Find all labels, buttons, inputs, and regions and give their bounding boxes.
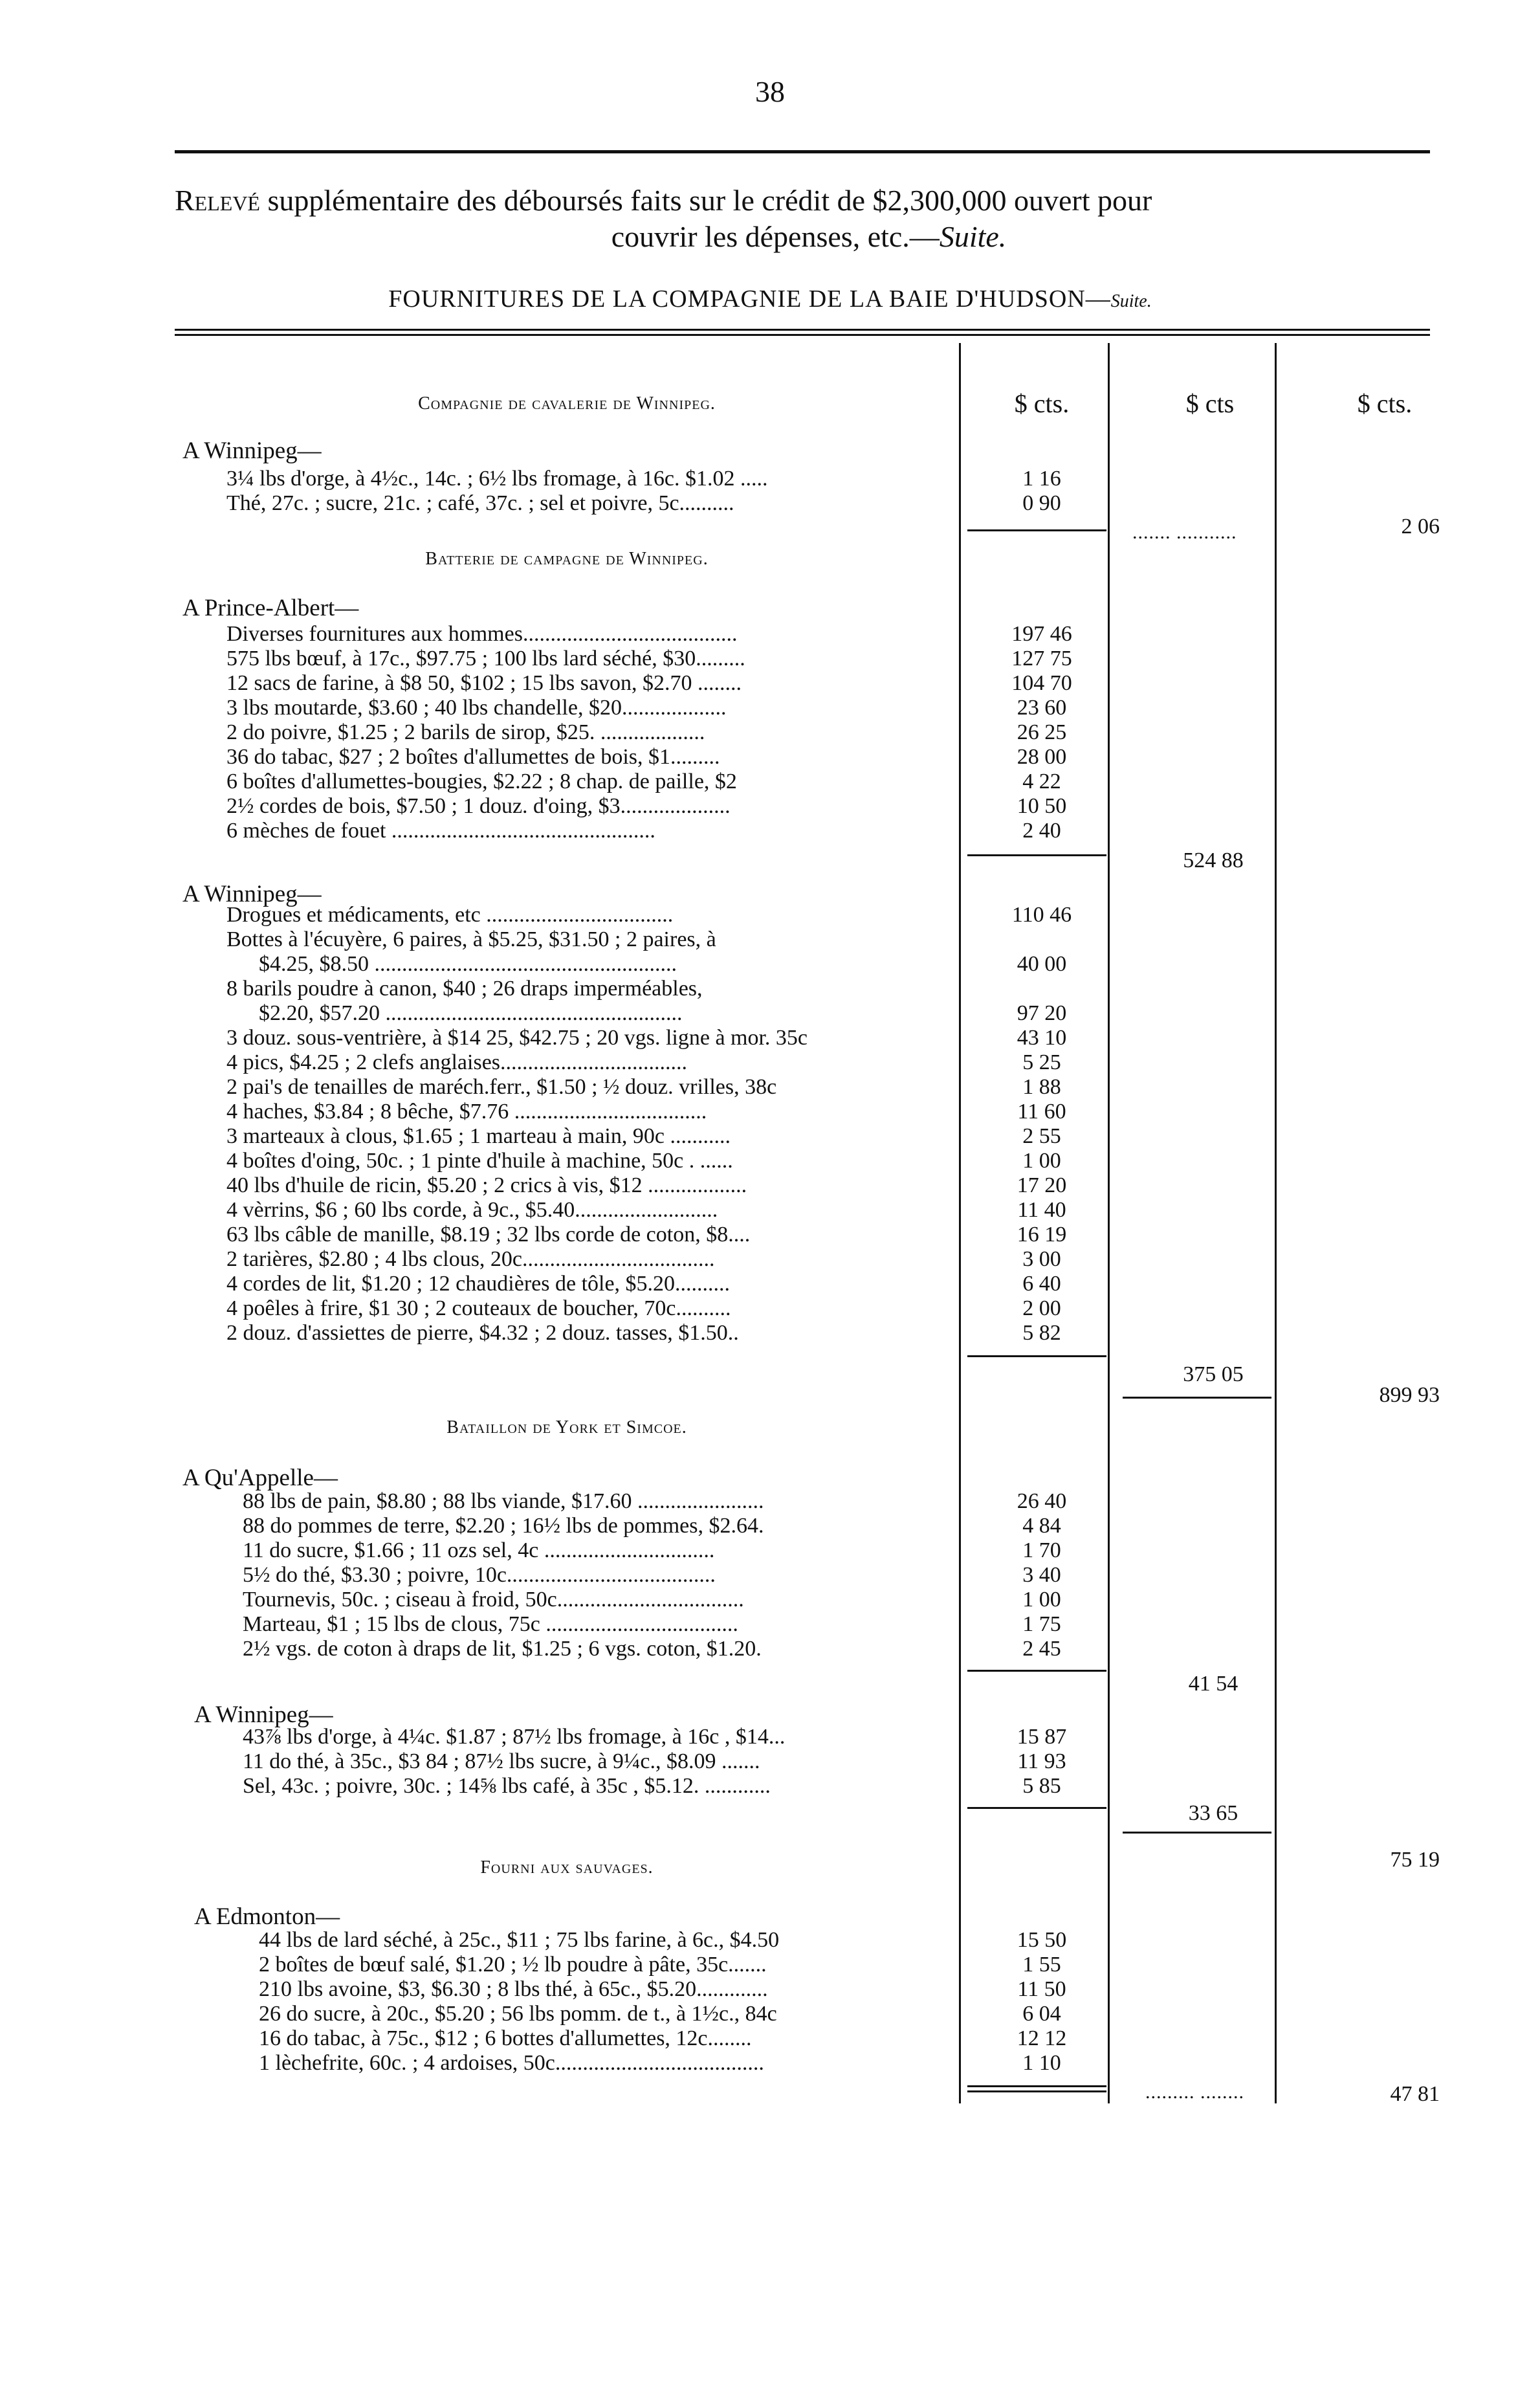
line-item: 44 lbs de lard séché, à 25c., $11 ; 75 lbs farine, à 6c., $4.50	[259, 1929, 780, 1952]
subtotal-amount: 41 54	[1188, 1672, 1238, 1696]
line-amount: 1 10	[1022, 2051, 1061, 2075]
line-amount: 2 40	[1022, 819, 1061, 843]
sum-rule	[967, 1670, 1106, 1672]
line-amount: 3 00	[1022, 1247, 1061, 1271]
line-amount: 4 22	[1022, 770, 1061, 793]
line-amount: 23 60	[1017, 696, 1067, 720]
line-item: 16 do tabac, à 75c., $12 ; 6 bottes d'allumettes, 12c........	[259, 2027, 752, 2050]
title-text: supplémentaire des déboursés faits sur le crédit de $2,300,000 ouvert pour	[267, 184, 1152, 217]
line-item: 11 do sucre, $1.66 ; 11 ozs sel, 4c ...............................	[243, 1539, 715, 1562]
dot-leader: ....... ...........	[1132, 522, 1237, 543]
subtotal-amount: 524 88	[1183, 848, 1244, 872]
line-item: 4 pics, $4.25 ; 2 clefs anglaises..................................	[226, 1051, 688, 1074]
line-amount: 1 75	[1022, 1612, 1061, 1636]
line-amount: 2 00	[1022, 1296, 1061, 1320]
line-amount: 1 70	[1022, 1538, 1061, 1562]
total-amount: 2 06	[1401, 515, 1440, 538]
line-item: 2 boîtes de bœuf salé, $1.20 ; ½ lb poudre à pâte, 35c.......	[259, 1953, 767, 1977]
line-item: 5½ do thé, $3.30 ; poivre, 10c......................................	[243, 1564, 716, 1587]
line-amount: 11 40	[1017, 1198, 1066, 1222]
sum-rule	[967, 1807, 1106, 1809]
sum-rule	[967, 2090, 1106, 2092]
line-item: Sel, 43c. ; poivre, 30c. ; 14⅝ lbs café, à 35c , $5.12. ............	[243, 1775, 771, 1798]
line-amount: 1 16	[1022, 467, 1061, 491]
line-item: 6 mèches de fouet ................................................	[226, 819, 655, 843]
line-item: 2 douz. d'assiettes de pierre, $4.32 ; 2 douz. tasses, $1.50..	[226, 1322, 739, 1345]
line-item: 2½ vgs. de coton à draps de lit, $1.25 ; 6 vgs. coton, $1.20.	[243, 1637, 762, 1661]
line-amount: 40 00	[1017, 952, 1067, 976]
line-item: $2.20, $57.20 ......................................................	[259, 1002, 683, 1025]
line-item: Tournevis, 50c. ; ciseau à froid, 50c..................................	[243, 1588, 744, 1612]
line-item: 2 pai's de tenailles de maréch.ferr., $1.50 ; ½ douz. vrilles, 38c	[226, 1076, 777, 1099]
line-item: 1 lèchefrite, 60c. ; 4 ardoises, 50c......................................	[259, 2052, 764, 2075]
line-amount: 1 55	[1022, 1953, 1061, 1977]
dot-leader: ......... ........	[1145, 2081, 1244, 2103]
line-amount: 6 04	[1022, 2002, 1061, 2026]
title-lead: Relevé	[175, 184, 260, 217]
line-amount: 26 25	[1017, 720, 1067, 744]
page-number: 38	[755, 75, 785, 108]
page-title	[175, 183, 1443, 255]
line-amount: 15 50	[1017, 1928, 1067, 1952]
line-amount: 12 12	[1017, 2026, 1067, 2050]
line-item: 6 boîtes d'allumettes-bougies, $2.22 ; 8 chap. de paille, $2	[226, 770, 737, 793]
title-suite: Suite.	[939, 220, 1007, 253]
location-label: A Winnipeg—	[182, 881, 322, 907]
total-amount: 899 93	[1379, 1383, 1440, 1407]
section-heading: Compagnie de cavalerie de Winnipeg.	[418, 393, 716, 414]
line-amount: 5 85	[1022, 1774, 1061, 1798]
subtotal-amount: 33 65	[1188, 1801, 1238, 1825]
table-top-rule-1	[175, 329, 1430, 331]
line-amount: 110 46	[1011, 903, 1072, 927]
sum-rule	[1123, 1397, 1271, 1399]
line-item: 3 marteaux à clous, $1.65 ; 1 marteau à main, 90c ...........	[226, 1125, 731, 1148]
column-rule-1	[959, 343, 961, 2103]
section-subtitle	[0, 285, 1540, 313]
line-amount: 97 20	[1017, 1001, 1067, 1025]
title-line2: couvrir les dépenses, etc.—	[611, 220, 940, 253]
line-item: 2 do poivre, $1.25 ; 2 barils de sirop, $25. ...................	[226, 721, 705, 744]
line-amount: 43 10	[1017, 1026, 1067, 1050]
line-amount: 104 70	[1011, 671, 1072, 695]
line-amount: 197 46	[1011, 622, 1072, 646]
line-amount: 6 40	[1022, 1272, 1061, 1296]
line-item: 40 lbs d'huile de ricin, $5.20 ; 2 crics à vis, $12 ..................	[226, 1174, 747, 1197]
column-rule-3	[1275, 343, 1277, 2103]
line-amount: 5 82	[1022, 1321, 1061, 1345]
line-item: 4 vèrrins, $6 ; 60 lbs corde, à 9c., $5.40..........................	[226, 1199, 718, 1222]
line-item: Bottes à l'écuyère, 6 paires, à $5.25, $31.50 ; 2 paires, à	[226, 928, 716, 951]
line-amount: 2 45	[1022, 1637, 1061, 1661]
line-item: 3 douz. sous-ventrière, à $14 25, $42.75 ; 20 vgs. ligne à mor. 35c	[226, 1026, 808, 1050]
line-item: 26 do sucre, à 20c., $5.20 ; 56 lbs pomm. de t., à 1½c., 84c	[259, 2002, 777, 2026]
line-item: Diverses fournitures aux hommes.......................................	[226, 623, 738, 646]
line-item: 63 lbs câble de manille, $8.19 ; 32 lbs corde de coton, $8....	[226, 1223, 751, 1247]
col-header-2: $ cts	[1185, 389, 1235, 418]
line-item: 4 poêles à frire, $1 30 ; 2 couteaux de boucher, 70c..........	[226, 1297, 731, 1320]
line-item: Thé, 27c. ; sucre, 21c. ; café, 37c. ; sel et poivre, 5c..........	[226, 492, 734, 515]
sum-rule	[967, 854, 1106, 856]
line-item: 575 lbs bœuf, à 17c., $97.75 ; 100 lbs lard séché, $30.........	[226, 647, 745, 671]
line-item: 88 lbs de pain, $8.80 ; 88 lbs viande, $17.60 .......................	[243, 1490, 764, 1513]
subtitle-suite: Suite.	[1110, 291, 1152, 311]
line-item: 210 lbs avoine, $3, $6.30 ; 8 lbs thé, à 65c., $5.20.............	[259, 1978, 768, 2001]
sum-rule	[967, 2085, 1106, 2087]
sum-rule	[1123, 1832, 1271, 1834]
line-amount: 1 00	[1022, 1588, 1061, 1612]
subtitle-text: FOURNITURES DE LA COMPAGNIE DE LA BAIE D'HUDSON—	[388, 285, 1111, 313]
location-label: A Qu'Appelle—	[182, 1465, 338, 1491]
line-amount: 26 40	[1017, 1489, 1067, 1513]
line-amount: 1 88	[1022, 1075, 1061, 1099]
line-amount: 4 84	[1022, 1514, 1061, 1538]
line-item: 43⅞ lbs d'orge, à 4¼c. $1.87 ; 87½ lbs fromage, à 16c , $14...	[243, 1725, 786, 1749]
total-amount: 47 81	[1390, 2082, 1440, 2106]
location-label: A Winnipeg—	[182, 438, 322, 464]
column-rule-2	[1108, 343, 1110, 2103]
line-amount: 16 19	[1017, 1223, 1067, 1247]
line-item: 8 barils poudre à canon, $40 ; 26 draps imperméables,	[226, 977, 703, 1001]
section-heading: Bataillon de York et Simcoe.	[446, 1417, 687, 1437]
line-amount: 10 50	[1017, 794, 1067, 818]
line-amount: 127 75	[1011, 647, 1072, 671]
line-amount: 2 55	[1022, 1124, 1061, 1148]
location-label: A Edmonton—	[194, 1903, 340, 1930]
table-top-rule-2	[175, 334, 1430, 336]
col-header-1: $ cts.	[1014, 389, 1070, 418]
line-item: Marteau, $1 ; 15 lbs de clous, 75c ...................................	[243, 1613, 738, 1636]
line-item: 3¼ lbs d'orge, à 4½c., 14c. ; 6½ lbs fromage, à 16c. $1.02 .....	[226, 467, 768, 491]
line-item: 2 tarières, $2.80 ; 4 lbs clous, 20c...................................	[226, 1248, 715, 1271]
line-amount: 11 60	[1017, 1100, 1066, 1124]
line-item: 11 do thé, à 35c., $3 84 ; 87½ lbs sucre, à 9¼c., $8.09 .......	[243, 1750, 760, 1773]
line-amount: 17 20	[1017, 1173, 1067, 1197]
line-item: 4 boîtes d'oing, 50c. ; 1 pinte d'huile à machine, 50c . ......	[226, 1149, 733, 1173]
line-amount: 28 00	[1017, 745, 1067, 769]
line-item: 2½ cordes de bois, $7.50 ; 1 douz. d'oing, $3....................	[226, 795, 731, 818]
line-amount: 0 90	[1022, 491, 1061, 515]
line-amount: 11 93	[1017, 1749, 1066, 1773]
line-amount: 15 87	[1017, 1725, 1067, 1749]
location-label: A Winnipeg—	[194, 1701, 333, 1728]
line-item: 88 do pommes de terre, $2.20 ; 16½ lbs de pommes, $2.64.	[243, 1514, 764, 1538]
line-amount: 3 40	[1022, 1563, 1061, 1587]
line-amount: 1 00	[1022, 1149, 1061, 1173]
header-rule	[175, 150, 1430, 153]
line-amount: 5 25	[1022, 1050, 1061, 1074]
subtotal-amount: 375 05	[1183, 1362, 1244, 1386]
col-header-3: $ cts.	[1357, 389, 1413, 418]
line-item: 12 sacs de farine, à $8 50, $102 ; 15 lbs savon, $2.70 ........	[226, 672, 742, 695]
line-item: Drogues et médicaments, etc ..................................	[226, 903, 674, 927]
line-item: 36 do tabac, $27 ; 2 boîtes d'allumettes de bois, $1.........	[226, 746, 720, 769]
line-item: $4.25, $8.50 .......................................................	[259, 953, 677, 976]
line-item: 4 haches, $3.84 ; 8 bêche, $7.76 ...................................	[226, 1100, 707, 1124]
line-item: 3 lbs moutarde, $3.60 ; 40 lbs chandelle, $20...................	[226, 696, 727, 720]
location-label: A Prince-Albert—	[182, 595, 359, 621]
sum-rule	[967, 1355, 1106, 1357]
total-amount: 75 19	[1390, 1848, 1440, 1872]
section-heading: Batterie de campagne de Winnipeg.	[425, 549, 709, 569]
line-amount: 11 50	[1017, 1977, 1066, 2001]
sum-rule	[967, 529, 1106, 531]
section-heading: Fourni aux sauvages.	[480, 1857, 654, 1878]
line-item: 4 cordes de lit, $1.20 ; 12 chaudières de tôle, $5.20..........	[226, 1272, 731, 1296]
